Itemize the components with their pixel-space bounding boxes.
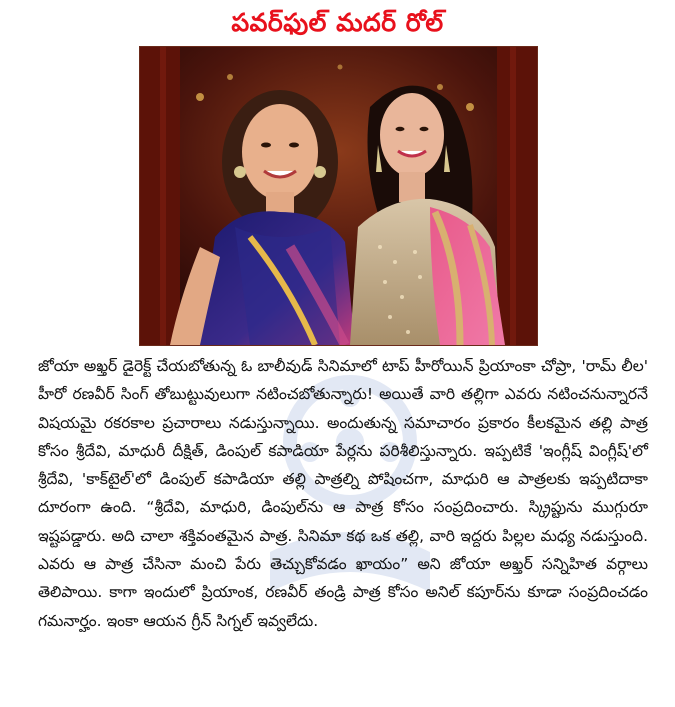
article-photo [139, 46, 538, 346]
article-body: జోయా అఖ్తర్ డైరెక్ట్ చేయబోతున్న ఓ బాలీవుడ్ సినిమాలో టాప్ హీరోయిన్ ప్రియాంకా చోప్రా, 'రామ్ లీల' హీరో రణవీర్ సింగ్ తోబుట్టువులుగా నటించబోతున్నారు! అయితే వారి తల్లిగా ఎవరు నటించనున్నారనే విషయమై రకరకాల ప్రచారాలు నడుస్తున్నాయి. అందుతున్న సమాచారం ప్రకారం కీలకమైన తల్లి పాత్ర కోసం శ్రీదేవి, మాధురీ దీక్షిత్, డింపుల్ కపాడియా పేర్లను పరిశీలిస్తున్నారు. ఇప్పటికే 'ఇంగ్లీష్ వింగ్లీష్'లో శ్రీదేవి, 'కాక్‌టైల్'లో డింపుల్ కపాడియా తల్లి పాత్రల్ని పోషించగా, మాధురి ఆ పాత్రలకు ఇప్పటిదాకా దూరంగా ఉంది. “శ్రీదేవి, మాధురి, డింపుల్‌ను ఆ పాత్ర కోసం సంప్రదించారు. స్క్రిప్టును ముగ్గురూ ఇష్టపడ్డారు. అది చాలా శక్తివంతమైన పాత్ర. సినిమా కథ ఒక తల్లి, వారి ఇద్దరు పిల్లల మధ్య నడుస్తుంది. ఎవరు ఆ పాత్ర చేసినా మంచి పేరు తెచ్చుకోవడం ఖాయం” అని జోయా అఖ్తర్ సన్నిహిత వర్గాలు తెలిపాయి. కాగా ఇందులో ప్రియాంక, రణవీర్ తండ్రి పాత్ర కోసం అనిల్ కపూర్‌ను కూడా సంప్రదించడం గమనార్హం. ఇంకా ఆయన గ్రీన్ సిగ్నల్ ఇవ్వలేదు. [38, 357, 648, 630]
article-headline: పవర్‌ఫుల్ మదర్ రోల్ [231, 8, 444, 37]
